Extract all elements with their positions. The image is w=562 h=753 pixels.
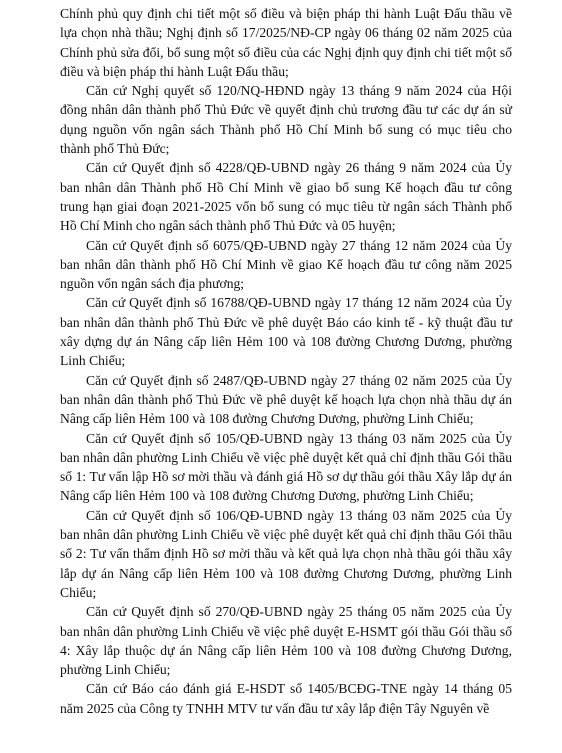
paragraph-quyet-dinh-4228: Căn cứ Quyết định số 4228/QĐ-UBND ngày 26 tháng 9 năm 2024 của Ủy ban nhân dân Thành phố Hồ Chí Minh về giao bổ sung Kế hoạch đầu tư công trung hạn giai đoạn 2021-2025 vốn bổ sung có mục tiêu từ ngân sách Thành phố Hồ Chí Minh cho ngân sách thành phố Thủ Đức và 05 huyện; — [60, 160, 512, 234]
paragraph-bao-cao-1405: Căn cứ Báo cáo đánh giá E-HSDT số 1405/BCĐG-TNE ngày 14 tháng 05 năm 2025 của Công ty TNHH MTV tư vấn đầu tư xây lắp điện Tây Nguyên về — [60, 681, 512, 716]
paragraph-quyet-dinh-2487: Căn cứ Quyết định số 2487/QĐ-UBND ngày 27 tháng 02 năm 2025 của Ủy ban nhân dân thành phố Thủ Đức về phê duyệt kế hoạch lựa chọn nhà thầu dự án Nâng cấp liên Hẻm 100 và 108 đường Chương Dương, phường Linh Chiểu; — [60, 372, 512, 427]
paragraph-quyet-dinh-6075: Căn cứ Quyết định số 6075/QĐ-UBND ngày 27 tháng 12 năm 2024 của Ủy ban nhân dân thành phố Hồ Chí Minh về giao Kế hoạch đầu tư công năm 2025 nguồn vốn ngân sách địa phương; — [60, 237, 512, 292]
paragraph-quyet-dinh-16788: Căn cứ Quyết định số 16788/QĐ-UBND ngày 17 tháng 12 năm 2024 của Ủy ban nhân dân thành phố Thủ Đức về phê duyệt Báo cáo kinh tế - kỹ thuật đầu tư xây dựng dự án Nâng cấp liên Hẻm 100 và 108 đường Chương Dương, phường Linh Chiểu; — [60, 295, 512, 369]
document-body — [60, 4, 512, 718]
paragraph-nghi-quyet-120: Căn cứ Nghị quyết số 120/NQ-HĐND ngày 13 tháng 9 năm 2024 của Hội đồng nhân dân thành phố Thủ Đức về quyết định chủ trương đầu tư các dự án sử dụng nguồn vốn ngân sách Thành phố Hồ Chí Minh bổ sung có mục tiêu cho thành phố Thủ Đức; — [60, 83, 512, 157]
paragraph-quyet-dinh-106: Căn cứ Quyết định số 106/QĐ-UBND ngày 13 tháng 03 năm 2025 của Ủy ban nhân dân phường Linh Chiểu về việc phê duyệt kết quả chỉ định thầu Gói thầu số 2: Tư vấn thẩm định Hồ sơ mời thầu và kết quả lựa chọn nhà thầu gói thầu xây lắp dự án Nâng cấp liên Hẻm 100 và 108 đường Chương Dương, phường Linh Chiểu; — [60, 507, 512, 600]
paragraph-continuation: Chính phủ quy định chi tiết một số điều và biện pháp thi hành Luật Đấu thầu về lựa chọn nhà thầu; Nghị định số 17/2025/NĐ-CP ngày 06 tháng 02 năm 2025 của Chính phủ sửa đổi, bổ sung một số điều của các Nghị định quy định chi tiết một số điều và biện pháp thi hành Luật Đấu thầu; — [60, 6, 512, 79]
paragraph-quyet-dinh-105: Căn cứ Quyết định số 105/QĐ-UBND ngày 13 tháng 03 năm 2025 của Ủy ban nhân dân phường Linh Chiểu về việc phê duyệt kết quả chỉ định thầu Gói thầu số 1: Tư vấn lập Hồ sơ mời thầu và đánh giá Hồ sơ dự thầu gói thầu Xây lắp dự án Nâng cấp liên Hẻm 100 và 108 đường Chương Dương, phường Linh Chiểu; — [60, 430, 512, 504]
paragraph-quyet-dinh-270: Căn cứ Quyết định số 270/QĐ-UBND ngày 25 tháng 05 năm 2025 của Ủy ban nhân dân phường Linh Chiểu về việc phê duyệt E-HSMT gói thầu Gói thầu số 4: Xây lắp thuộc dự án Nâng cấp liên Hẻm 100 và 108 đường Chương Dương, phường Linh Chiểu; — [60, 604, 512, 678]
